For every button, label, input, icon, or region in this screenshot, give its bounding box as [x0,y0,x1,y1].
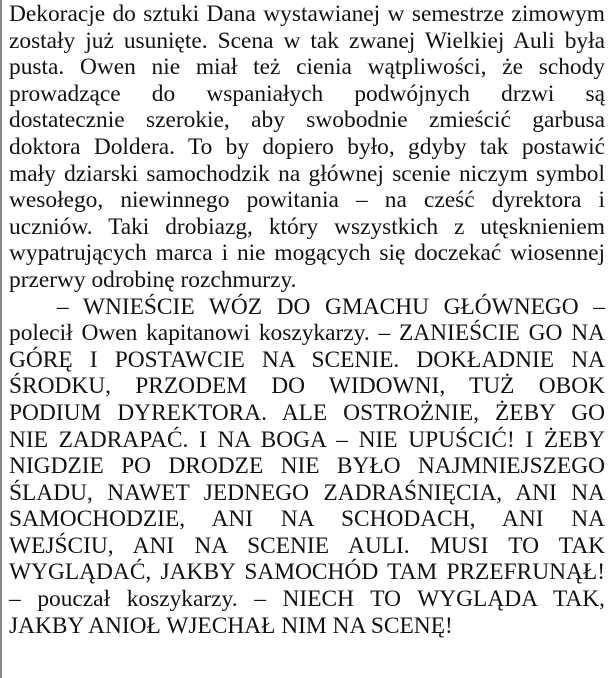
paragraph-1 [9,1,605,294]
text-line: mały dziarski samochodzik na głównej scenie niczym symbol [9,160,605,187]
text-line: doktora Doldera. To by dopiero było, gdyby tak postawić [9,133,605,160]
paragraph-2 [9,294,605,640]
text-line: prowadzące do wspaniałych podwójnych drzwi są [9,80,605,107]
text-line: PODIUM DYREKTORA. ALE OSTROŻNIE, ŻEBY GO [9,399,605,426]
text-line: zostały już usunięte. Scena w tak zwanej Wielkiej Auli była [9,27,605,54]
text-line: wypatrujących marca i nie mogących się doczekać wiosennej [9,240,605,267]
text-line: wesołego, niewinnego powitania – na cześć dyrektora i [9,187,605,214]
text-line: WYGLĄDAĆ, JAKBY SAMOCHÓD TAM PRZEFRUNĄŁ! [9,559,605,586]
text-line: GÓRĘ I POSTAWCIE NA SCENIE. DOKŁADNIE NA [9,346,605,373]
text-line: dostatecznie szerokie, aby swobodnie zmieścić garbusa [9,107,605,134]
text-line: polecił Owen kapitanowi koszykarzy. – ZANIEŚCIE GO NA [9,320,605,347]
text-line: NIGDZIE PO DRODZE NIE BYŁO NAJMNIEJSZEGO [9,453,605,480]
text-line: – pouczał koszykarzy. – NIECH TO WYGLĄDA TAK, [9,586,605,613]
text-line: przerwy odrobinę rozchmurzy. [9,266,297,293]
text-line: SAMOCHODZIE, ANI NA SCHODACH, ANI NA [9,506,605,533]
text-line: NIE ZADRAPAĆ. I NA BOGA – NIE UPUŚCIĆ! I ŻEBY [9,426,605,453]
text-line: – WNIEŚCIE WÓZ DO GMACHU GŁÓWNEGO – [57,293,605,320]
document-page [9,1,605,639]
text-line: ŚRODKU, PRZODEM DO WIDOWNI, TUŻ OBOK [9,373,605,400]
text-line: WEJŚCIU, ANI NA SCENIE AULI. MUSI TO TAK [9,532,605,559]
page-left-rule [0,0,2,678]
text-line: uczniów. Taki drobiazg, który wszystkich z utęsknieniem [9,213,605,240]
text-line: pusta. Owen nie miał też cienia wątpliwości, że schody [9,54,605,81]
text-line: Dekoracje do sztuki Dana wystawianej w semestrze zimowym [9,1,605,27]
text-line: ŚLADU, NAWET JEDNEGO ZADRAŚNIĘCIA, ANI NA [9,479,605,506]
text-line: JAKBY ANIOŁ WJECHAŁ NIM NA SCENĘ! [9,612,453,639]
